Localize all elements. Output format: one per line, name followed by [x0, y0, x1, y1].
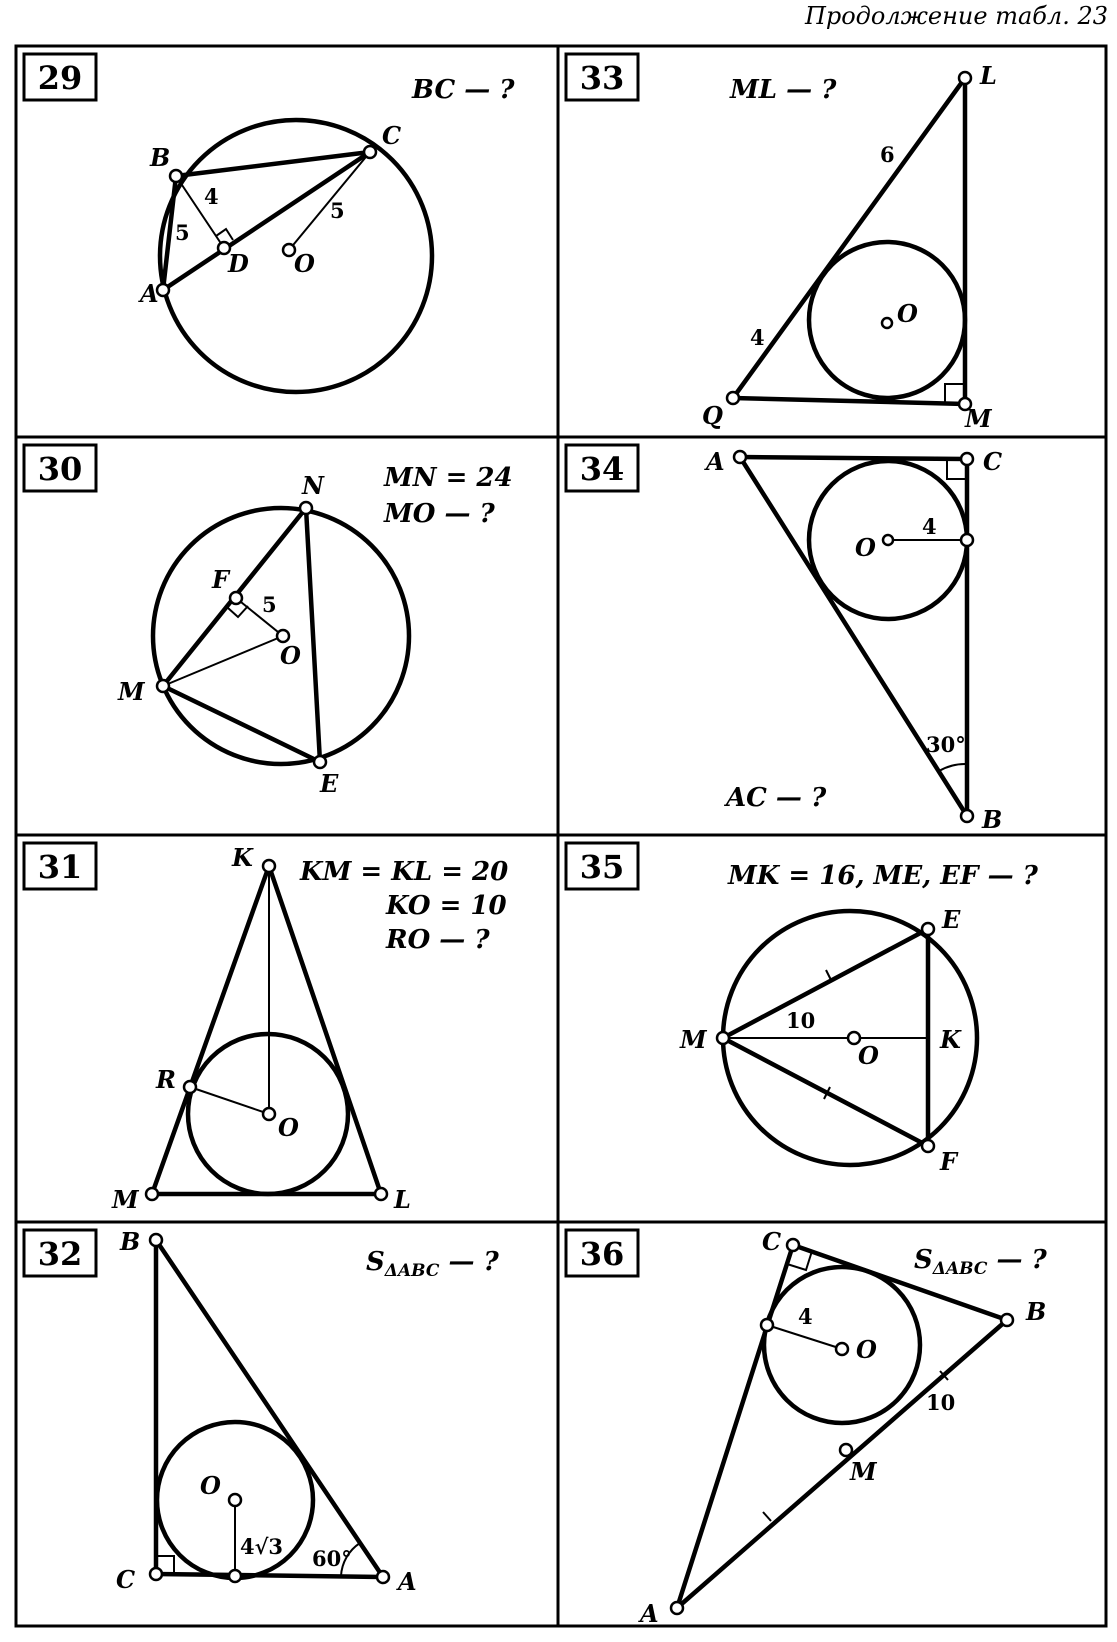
- point-label: C: [983, 447, 1003, 476]
- problem-number: 33: [579, 59, 625, 97]
- point-label: O: [856, 1335, 877, 1364]
- condition: ML — ?: [730, 75, 837, 105]
- point-label: N: [302, 471, 324, 500]
- point-label: C: [382, 121, 402, 150]
- point-label: B: [1026, 1297, 1047, 1326]
- problem-number: 36: [579, 1235, 625, 1273]
- problem-30: [24, 445, 513, 798]
- problem-number: 35: [579, 848, 625, 886]
- point-label: D: [228, 249, 249, 278]
- condition: MK = 16, ME, EF — ?: [728, 861, 1038, 891]
- segment-value: 5: [175, 220, 190, 245]
- condition: MN = 24: [384, 463, 513, 493]
- point-label: O: [278, 1113, 299, 1142]
- point-label: R: [156, 1065, 176, 1094]
- point-label: O: [858, 1041, 879, 1070]
- table-grid: [16, 46, 1106, 1626]
- condition: AC — ?: [726, 783, 827, 813]
- problem-number: 32: [37, 1235, 83, 1273]
- condition: [914, 1245, 1047, 1279]
- point-label: L: [980, 61, 997, 90]
- point-label: F: [940, 1147, 958, 1176]
- problem-number: 29: [37, 59, 83, 97]
- point-label: A: [398, 1567, 417, 1596]
- segment-value: 4: [798, 1304, 813, 1329]
- point-label: B: [120, 1227, 141, 1256]
- problem-29: [24, 54, 515, 392]
- point-label: O: [200, 1471, 221, 1500]
- point-label: M: [112, 1185, 139, 1214]
- segment-value: 6: [880, 142, 895, 167]
- condition: MO — ?: [384, 499, 495, 529]
- segment-value: 10: [926, 1390, 956, 1415]
- table-header: Продолжение табл. 23: [804, 2, 1108, 30]
- problem-32: [24, 1227, 499, 1596]
- point-label: A: [706, 447, 725, 476]
- angle-value: 60°: [312, 1546, 352, 1571]
- point-label: M: [680, 1025, 707, 1054]
- condition-question: — ?: [987, 1245, 1047, 1275]
- condition-subscript: ΔABC: [932, 1259, 988, 1279]
- segment-value: 5: [262, 592, 277, 617]
- point-label: Q: [702, 401, 723, 430]
- point-label: O: [294, 249, 315, 278]
- point-label: C: [762, 1227, 782, 1256]
- problem-34: [566, 445, 1002, 834]
- problem-number: 34: [579, 450, 625, 488]
- segment-value: 4: [204, 184, 219, 209]
- point-label: K: [940, 1025, 961, 1054]
- problem-33: [566, 54, 997, 433]
- point-label: M: [965, 404, 992, 433]
- point-label: B: [982, 805, 1003, 834]
- point-label: O: [897, 299, 918, 328]
- point-label: M: [850, 1457, 877, 1486]
- problem-number: 30: [37, 450, 83, 488]
- point-label: O: [280, 641, 301, 670]
- point-label: M: [118, 677, 145, 706]
- condition: KM = KL = 20: [300, 857, 509, 887]
- condition: BC — ?: [412, 75, 515, 105]
- point-label: L: [394, 1185, 411, 1214]
- segment-value: 4: [750, 325, 765, 350]
- condition-subscript: ΔABC: [384, 1261, 440, 1281]
- condition-area-symbol: S: [366, 1247, 385, 1277]
- point-label: B: [150, 143, 171, 172]
- condition: RO — ?: [386, 925, 490, 955]
- segment-value: 4: [922, 514, 937, 539]
- problem-35: [566, 843, 1039, 1176]
- problem-number: 31: [37, 848, 83, 886]
- point-label: E: [320, 769, 339, 798]
- point-label: A: [640, 1599, 659, 1628]
- problem-36: [566, 1227, 1047, 1628]
- point-label: C: [116, 1565, 136, 1594]
- point-label: F: [212, 565, 230, 594]
- point-label: A: [140, 279, 159, 308]
- point-label: O: [855, 533, 876, 562]
- segment-value: 5: [330, 198, 345, 223]
- condition: [366, 1247, 499, 1281]
- point-label: K: [232, 843, 253, 872]
- condition: KO = 10: [386, 891, 507, 921]
- condition-question: — ?: [439, 1247, 499, 1277]
- segment-value: 4√3: [240, 1534, 284, 1559]
- segment-value: 10: [786, 1008, 816, 1033]
- problem-31: [24, 843, 508, 1214]
- condition-area-symbol: S: [914, 1245, 933, 1275]
- angle-value: 30°: [926, 732, 966, 757]
- point-label: E: [942, 905, 961, 934]
